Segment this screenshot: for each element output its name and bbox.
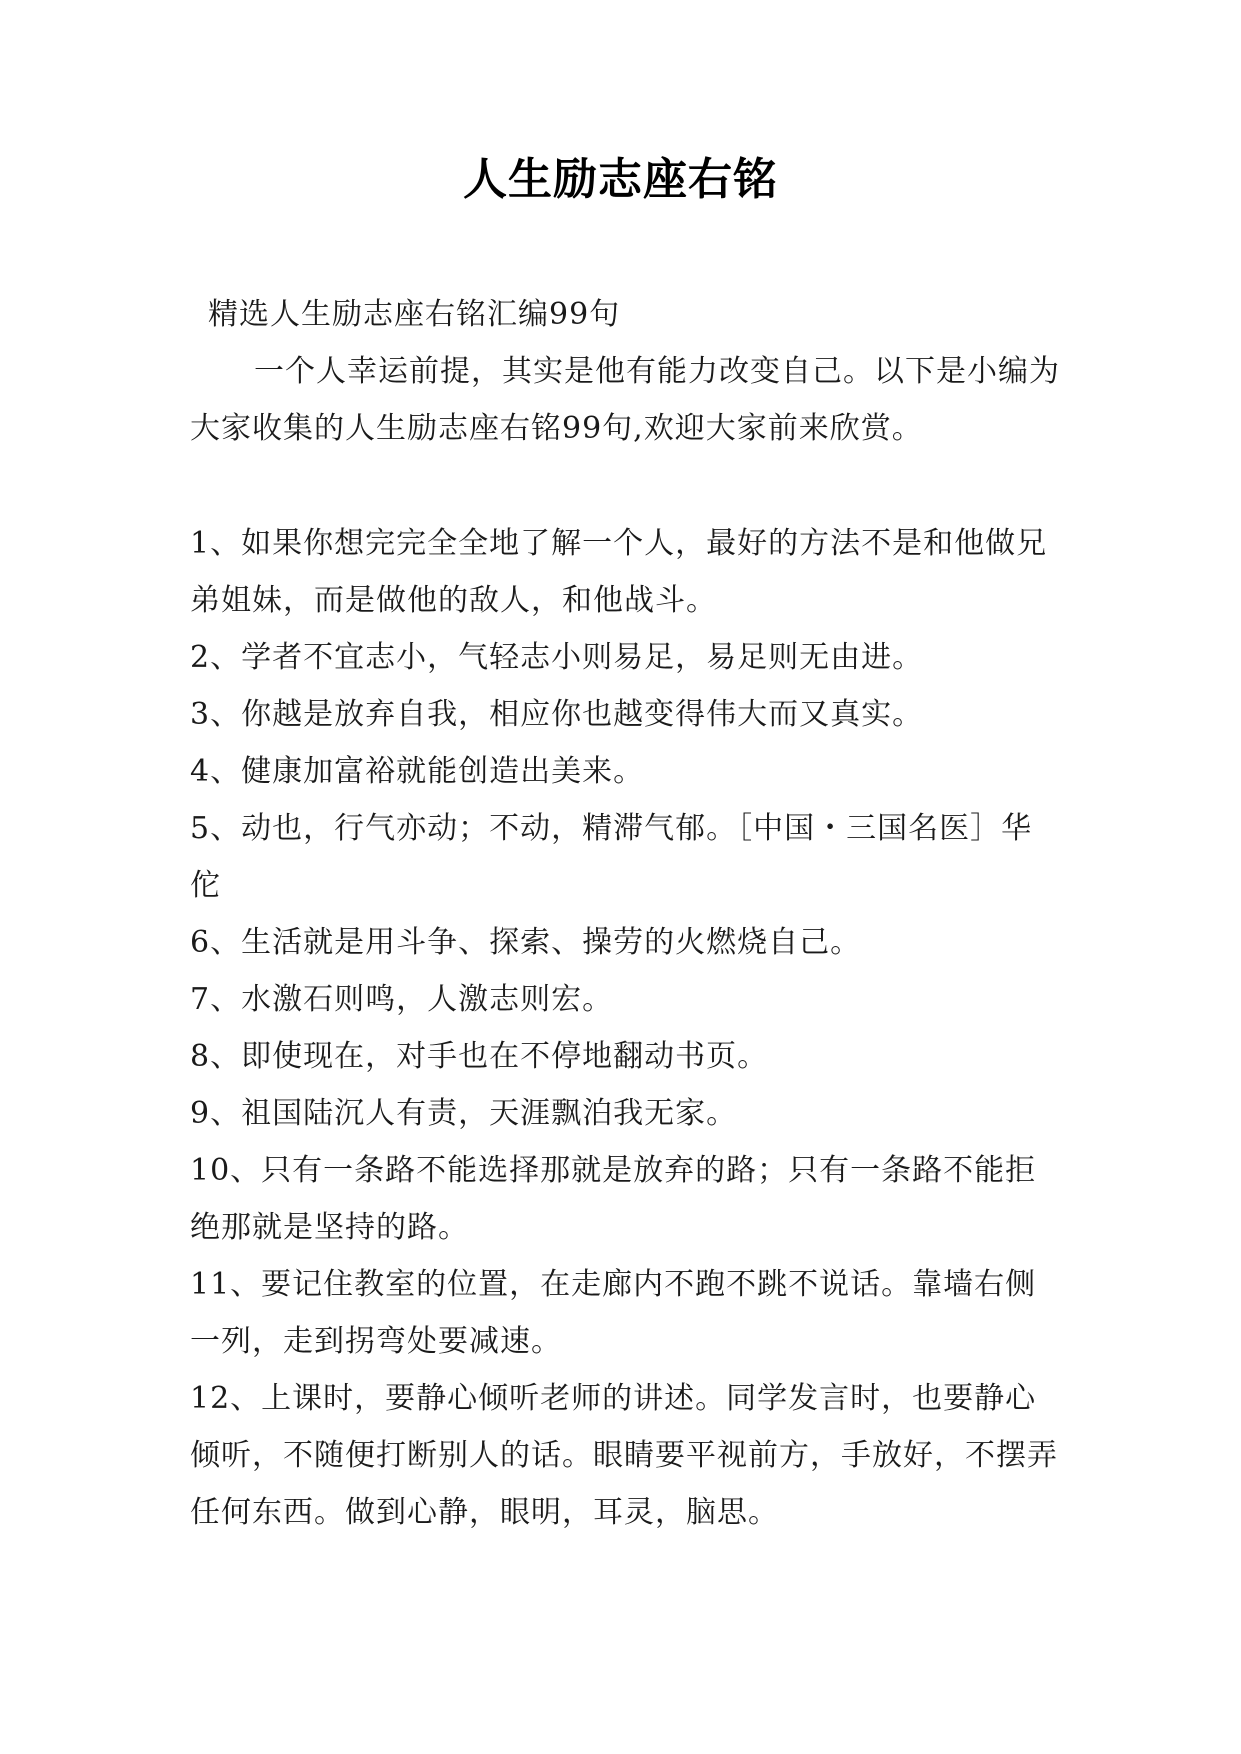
paragraph-spacer <box>190 457 1060 515</box>
motto-item-8: 8、即使现在，对手也在不停地翻动书页。 <box>190 1039 769 1074</box>
intro-paragraph: 一个人幸运前提，其实是他有能力改变自己。以下是小编为大家收集的人生励志座右铭99句,欢迎大家前来欣赏。 <box>190 354 1060 446</box>
document-subtitle: 精选人生励志座右铭汇编99句 <box>208 297 621 332</box>
motto-item-12: 12、上课时，要静心倾听老师的讲述。同学发言时，也要静心倾听，不随便打断别人的话。眼睛要平视前方，手放好，不摆弄任何东西。做到心静，眼明，耳灵，脑思。 <box>190 1381 1058 1530</box>
motto-item-5: 5、动也，行气亦动；不动，精滞气郁。［中国・三国名医］华佗 <box>190 811 1033 903</box>
motto-item-10: 10、只有一条路不能选择那就是放弃的路；只有一条路不能拒绝那就是坚持的路。 <box>190 1153 1037 1245</box>
motto-item-4: 4、健康加富裕就能创造出美来。 <box>190 754 645 789</box>
motto-item-11: 11、要记住教室的位置，在走廊内不跑不跳不说话。靠墙右侧一列，走到拐弯处要减速。 <box>190 1267 1037 1359</box>
motto-item-9: 9、祖国陆沉人有责，天涯飘泊我无家。 <box>190 1096 738 1131</box>
motto-item-1: 1、如果你想完完全全地了解一个人，最好的方法不是和他做兄弟姐妹，而是做他的敌人，和他战斗。 <box>190 526 1048 618</box>
motto-item-7: 7、水激石则鸣，人激志则宏。 <box>190 982 614 1017</box>
motto-item-3: 3、你越是放弃自我，相应你也越变得伟大而又真实。 <box>190 697 924 732</box>
document-body <box>190 286 1060 1541</box>
document-title: 人生励志座右铭 <box>463 154 778 205</box>
motto-item-2: 2、学者不宜志小，气轻志小则易足，易足则无由进。 <box>190 640 924 675</box>
motto-item-6: 6、生活就是用斗争、探索、操劳的火燃烧自己。 <box>190 925 862 960</box>
